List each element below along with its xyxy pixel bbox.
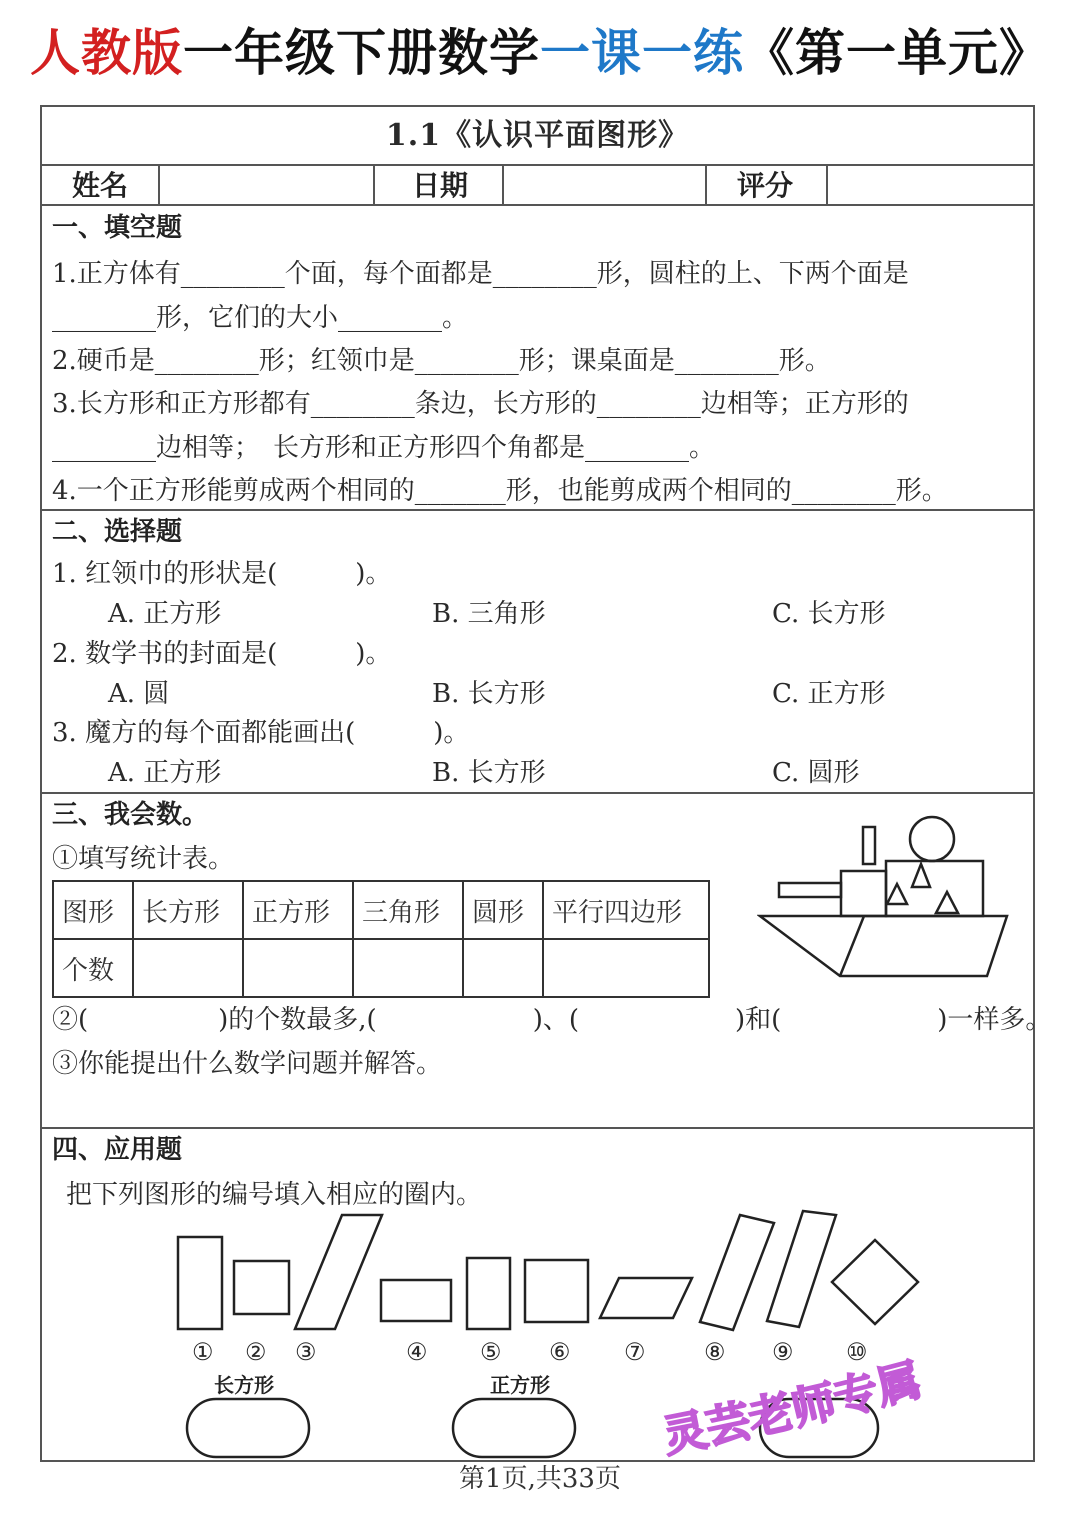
stat-table [52, 880, 710, 998]
table-header: 圆形 [463, 881, 543, 939]
count-item-1: ①填写统计表。 [52, 844, 235, 874]
fill-line-4: 3.长方形和正方形都有________条边，长方形的________边相等；正方形的 [52, 389, 909, 419]
shape-number-8: ⑧ [704, 1338, 726, 1366]
name-field[interactable] [160, 165, 372, 203]
cabin-square [841, 871, 886, 916]
shape-5 [467, 1258, 510, 1329]
page-title [0, 22, 1080, 84]
shape-number-3: ③ [295, 1338, 317, 1366]
table-cell[interactable] [243, 939, 353, 997]
option-1b[interactable]: B. 三角形 [432, 599, 546, 629]
watermark [647, 1327, 1027, 1467]
worksheet [40, 105, 1052, 1463]
score-label: 评分 [737, 169, 794, 202]
fill-line-5: ________边相等； 长方形和正方形四个角都是________。 [52, 433, 716, 463]
divider [42, 509, 1033, 511]
question-2: 2. 数学书的封面是( )。 [52, 639, 392, 669]
lesson-title: 1.1《认识平面图形》 [385, 118, 690, 153]
title-series: 一课一练 [540, 24, 744, 82]
shape-10 [832, 1240, 918, 1324]
table-cell[interactable] [463, 939, 543, 997]
table-header: 正方形 [243, 881, 353, 939]
table-header: 长方形 [133, 881, 243, 939]
section2-heading: 二、选择题 [52, 517, 183, 547]
shape-number-5: ⑤ [480, 1338, 502, 1366]
shape-7 [600, 1278, 692, 1318]
section1-heading: 一、填空题 [52, 213, 183, 243]
date-label: 日期 [412, 169, 469, 202]
shape-number-4: ④ [406, 1338, 428, 1366]
divider [705, 164, 707, 204]
shape-number-10: ⑩ [846, 1338, 868, 1366]
rectangle-answer-oval [187, 1399, 309, 1457]
triangle-shape [912, 864, 930, 887]
oval-label-rectangle: 长方形 [214, 1373, 274, 1397]
hull-shape [760, 916, 1007, 976]
option-2c[interactable]: C. 正方形 [772, 679, 886, 709]
shape-4 [381, 1280, 451, 1321]
option-3c[interactable]: C. 圆形 [772, 758, 860, 788]
divider [826, 164, 828, 204]
divider [373, 164, 375, 204]
shape-1 [178, 1237, 222, 1329]
shape-number-6: ⑥ [549, 1338, 571, 1366]
title-grade: 一年级下册数学 [183, 24, 540, 82]
triangle-shape [936, 892, 958, 913]
shape-number-9: ⑨ [772, 1338, 794, 1366]
chimney-rectangle [863, 827, 875, 864]
title-unit: 《第一单元》 [744, 24, 1050, 82]
date-field[interactable] [504, 165, 704, 203]
divider [42, 792, 1033, 794]
question-3: 3. 魔方的每个面都能画出( )。 [52, 718, 470, 748]
question-1: 1. 红领巾的形状是( )。 [52, 559, 392, 589]
shape-8 [700, 1215, 774, 1330]
page-footer: 第1页,共33页 [459, 1464, 621, 1494]
option-1a[interactable]: A. 正方形 [108, 599, 222, 629]
option-3a[interactable]: A. 正方形 [108, 758, 222, 788]
oval-label-square: 正方形 [490, 1373, 550, 1397]
hull-divider [840, 916, 864, 976]
watermark-text: 灵芸老师专属 [658, 1354, 927, 1463]
apply-instruction: 把下列图形的编号填入相应的圈内。 [66, 1180, 483, 1210]
fill-line-3: 2.硬币是________形；红领巾是________形；课桌面是________形。 [52, 346, 831, 376]
table-cell[interactable] [543, 939, 709, 997]
table-row [53, 881, 709, 939]
triangle-shape [887, 884, 907, 904]
table-header: 三角形 [353, 881, 463, 939]
shape-number-7: ⑦ [624, 1338, 646, 1366]
table-header: 图形 [53, 881, 133, 939]
shape-number-1: ① [192, 1338, 214, 1366]
shape-9 [767, 1211, 836, 1327]
option-3b[interactable]: B. 长方形 [432, 758, 546, 788]
cannon-rectangle [779, 883, 841, 897]
table-cell[interactable] [353, 939, 463, 997]
count-item-2: ②( )的个数最多,( )、( )和( )一样多。 [52, 1005, 1052, 1035]
option-2a[interactable]: A. 圆 [108, 679, 170, 709]
fill-line-6: 4.一个正方形能剪成两个相同的_______形，也能剪成两个相同的________形。 [52, 476, 948, 506]
shape-number-2: ② [245, 1338, 267, 1366]
count-item-3: ③你能提出什么数学问题并解答。 [52, 1049, 443, 1079]
score-field[interactable] [828, 165, 1033, 203]
name-label: 姓名 [72, 169, 129, 202]
title-edition: 人教版 [30, 24, 183, 82]
divider [158, 164, 160, 204]
table-row [53, 939, 709, 997]
option-1c[interactable]: C. 长方形 [772, 599, 886, 629]
fill-line-2: ________形，它们的大小________。 [52, 303, 469, 333]
table-header: 平行四边形 [543, 881, 709, 939]
table-cell[interactable] [133, 939, 243, 997]
shape-3 [295, 1215, 382, 1329]
divider [42, 204, 1033, 206]
square-answer-oval [453, 1399, 575, 1457]
shape-2 [234, 1261, 289, 1314]
divider [42, 1127, 1033, 1129]
table-row-label: 个数 [53, 939, 133, 997]
shapes-figure [162, 1205, 942, 1345]
section3-heading: 三、我会数。 [52, 800, 209, 830]
fill-line-1: 1.正方体有________个面，每个面都是________形，圆柱的上、下两个面是 [52, 259, 909, 289]
divider [502, 164, 504, 204]
shape-6 [525, 1260, 588, 1322]
ship-figure [757, 812, 1017, 982]
section4-heading: 四、应用题 [52, 1135, 183, 1165]
circle-shape [910, 817, 954, 861]
option-2b[interactable]: B. 长方形 [432, 679, 546, 709]
